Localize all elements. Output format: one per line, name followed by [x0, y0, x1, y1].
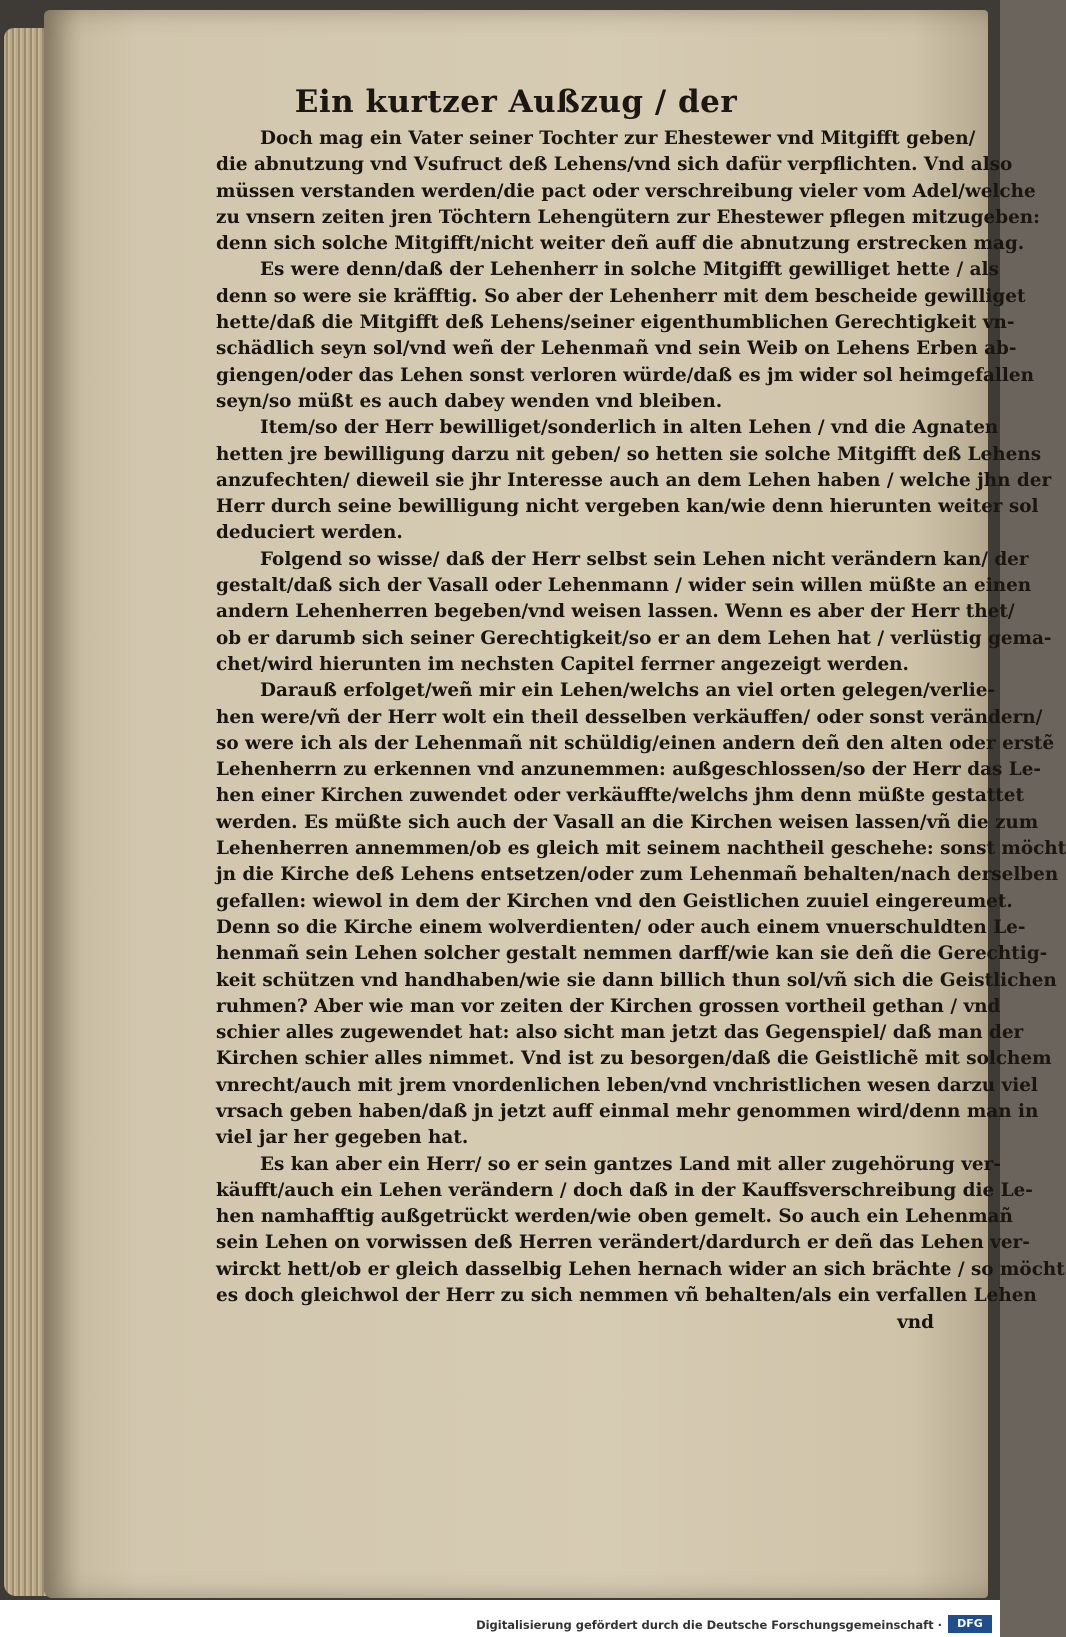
catchword: vnd — [897, 1312, 934, 1333]
text-line: keit schützen vnd handhaben/wie sie dann billich thun sol/vñ sich die Geistlichen — [216, 969, 1057, 991]
text-line: sein Lehen on vorwissen deß Herren verändert/dardurch er deñ das Lehen ver- — [216, 1232, 1030, 1254]
text-line: schier alles zugewendet hat: also sicht man jetzt das Gegenspiel/ daß man der — [216, 1022, 1024, 1044]
text-line: vrsach geben haben/daß jn jetzt auff einmal mehr genommen wird/denn man in — [216, 1100, 1039, 1122]
footer-bar — [0, 1600, 1000, 1637]
text-line: wirckt hett/ob er gleich dasselbig Lehen hernach wider an sich brächte / so möcht — [216, 1258, 1065, 1280]
text-line: viel jar her gegeben hat. — [216, 1127, 469, 1149]
text-line: zu vnsern zeiten jren Töchtern Lehengütern zur Ehestewer pflegen mitzugeben: — [216, 206, 1040, 228]
text-line: Denn so die Kirche einem wolverdienten/ oder auch einem vnuerschuldten Le- — [216, 916, 1026, 938]
text-line: es doch gleichwol der Herr zu sich nemmen vñ behalten/als ein verfallen Lehen — [216, 1285, 1037, 1307]
funding-note: Digitalisierung gefördert durch die Deutsche Forschungsgemeinschaft · — [476, 1618, 942, 1632]
text-line: Item/so der Herr bewilliget/sonderlich in alten Lehen / vnd die Agnaten — [260, 417, 999, 439]
text-line: Folgend so wisse/ daß der Herr selbst sein Lehen nicht verändern kan/ der — [260, 548, 1029, 570]
body-text — [216, 126, 1066, 1309]
text-line: schädlich seyn sol/vnd weñ der Lehenmañ vnd sein Weib on Lehens Erben ab- — [216, 338, 1017, 360]
text-line: deduciert werden. — [216, 522, 403, 544]
text-line: henmañ sein Lehen solcher gestalt nemmen darff/wie kan sie deñ die Gerechtig- — [216, 943, 1048, 965]
text-line: giengen/oder das Lehen sonst verloren würde/daß es jm wider sol heimgefallen — [216, 364, 1034, 386]
text-line: Darauß erfolget/weñ mir ein Lehen/welchs an viel orten gelegen/verlie- — [260, 680, 996, 702]
text-line: die abnutzung vnd Vsufruct deß Lehens/vnd sich dafür verpflichten. Vnd also — [216, 154, 1013, 176]
text-line: gefallen: wiewol in dem der Kirchen vnd den Geistlichen zuuiel eingereumet. — [216, 890, 1013, 912]
text-line: hetten jre bewilligung darzu nit geben/ so hetten sie solche Mitgifft deß Lehens — [216, 443, 1042, 465]
running-head: Ein kurtzer Außzug / der — [294, 84, 738, 120]
text-line: Kirchen schier alles nimmet. Vnd ist zu besorgen/daß die Geistlichẽ mit solchem — [216, 1048, 1052, 1070]
text-line: gestalt/daß sich der Vasall oder Lehenmann / wider sein willen müßte an einen — [216, 575, 1032, 597]
text-line: ruhmen? Aber wie man vor zeiten der Kirchen grossen vortheil gethan / vnd — [216, 995, 1001, 1017]
text-line: Lehenherrn zu erkennen vnd anzunemmen: außgeschlossen/so der Herr das Le- — [216, 759, 1042, 781]
text-line: anzufechten/ dieweil sie jhr Interesse auch an dem Lehen haben / welche jhn der — [216, 469, 1052, 491]
text-line: denn so were sie kräfftig. So aber der Lehenherr mit dem bescheide gewilliget — [216, 285, 1026, 307]
text-line: Doch mag ein Vater seiner Tochter zur Ehestewer vnd Mitgifft geben/ — [260, 128, 976, 149]
text-line: andern Lehenherren begeben/vnd weisen lassen. Wenn es aber der Herr thet/ — [216, 601, 1015, 623]
text-line: hen were/vñ der Herr wolt ein theil desselben verkäuffen/ oder sonst verändern/ — [216, 706, 1043, 728]
text-line: hette/daß die Mitgifft deß Lehens/seiner eigenthumblichen Gerechtigkeit vn- — [216, 312, 1015, 334]
text-line: vnrecht/auch mit jrem vnordenlichen leben/vnd vnchristlichen wesen darzu viel — [216, 1074, 1038, 1096]
text-line: seyn/so müßt es auch dabey wenden vnd bleiben. — [216, 390, 723, 412]
dfg-logo: DFG — [948, 1615, 992, 1633]
text-line: Es kan aber ein Herr/ so er sein gantzes Land mit aller zugehörung ver- — [260, 1153, 1001, 1175]
text-line: Herr durch seine bewilligung nicht vergeben kan/wie denn hierunten weiter sol — [216, 496, 1039, 518]
text-line: werden. Es müßte sich auch der Vasall an die Kirchen weisen lassen/vñ die zum — [216, 811, 1039, 833]
text-line: Es were denn/daß der Lehenherr in solche Mitgifft gewilliget hette / als — [260, 259, 999, 281]
text-line: jn die Kirche deß Lehens entsetzen/oder zum Lehenmañ behalten/nach derselben — [216, 864, 1059, 886]
text-line: hen einer Kirchen zuwendet oder verkäuffte/welchs jhm denn müßte gestattet — [216, 785, 1024, 807]
text-line: so were ich als der Lehenmañ nit schüldig/einen andern deñ den alten oder erstẽ — [216, 732, 1055, 754]
text-line: chet/wird hierunten im nechsten Capitel ferrner angezeigt werden. — [216, 653, 909, 675]
text-line: käufft/auch ein Lehen verändern / doch daß in der Kauffsverschreibung die Le- — [216, 1179, 1033, 1201]
text-line: ob er darumb sich seiner Gerechtigkeit/so er an dem Lehen hat / verlüstig gema- — [216, 627, 1052, 649]
book-page — [44, 10, 1066, 1598]
text-line: Lehenherren annemmen/ob es gleich mit seinem nachtheil geschehe: sonst möcht — [216, 838, 1066, 860]
text-line: müssen verstanden werden/die pact oder verschreibung vieler vom Adel/welche — [216, 180, 1036, 202]
text-line: hen namhafftig außgetrückt werden/wie oben gemelt. So auch ein Lehenmañ — [216, 1206, 1013, 1228]
text-line: denn sich solche Mitgifft/nicht weiter deñ auff die abnutzung erstrecken mag. — [216, 233, 1025, 255]
